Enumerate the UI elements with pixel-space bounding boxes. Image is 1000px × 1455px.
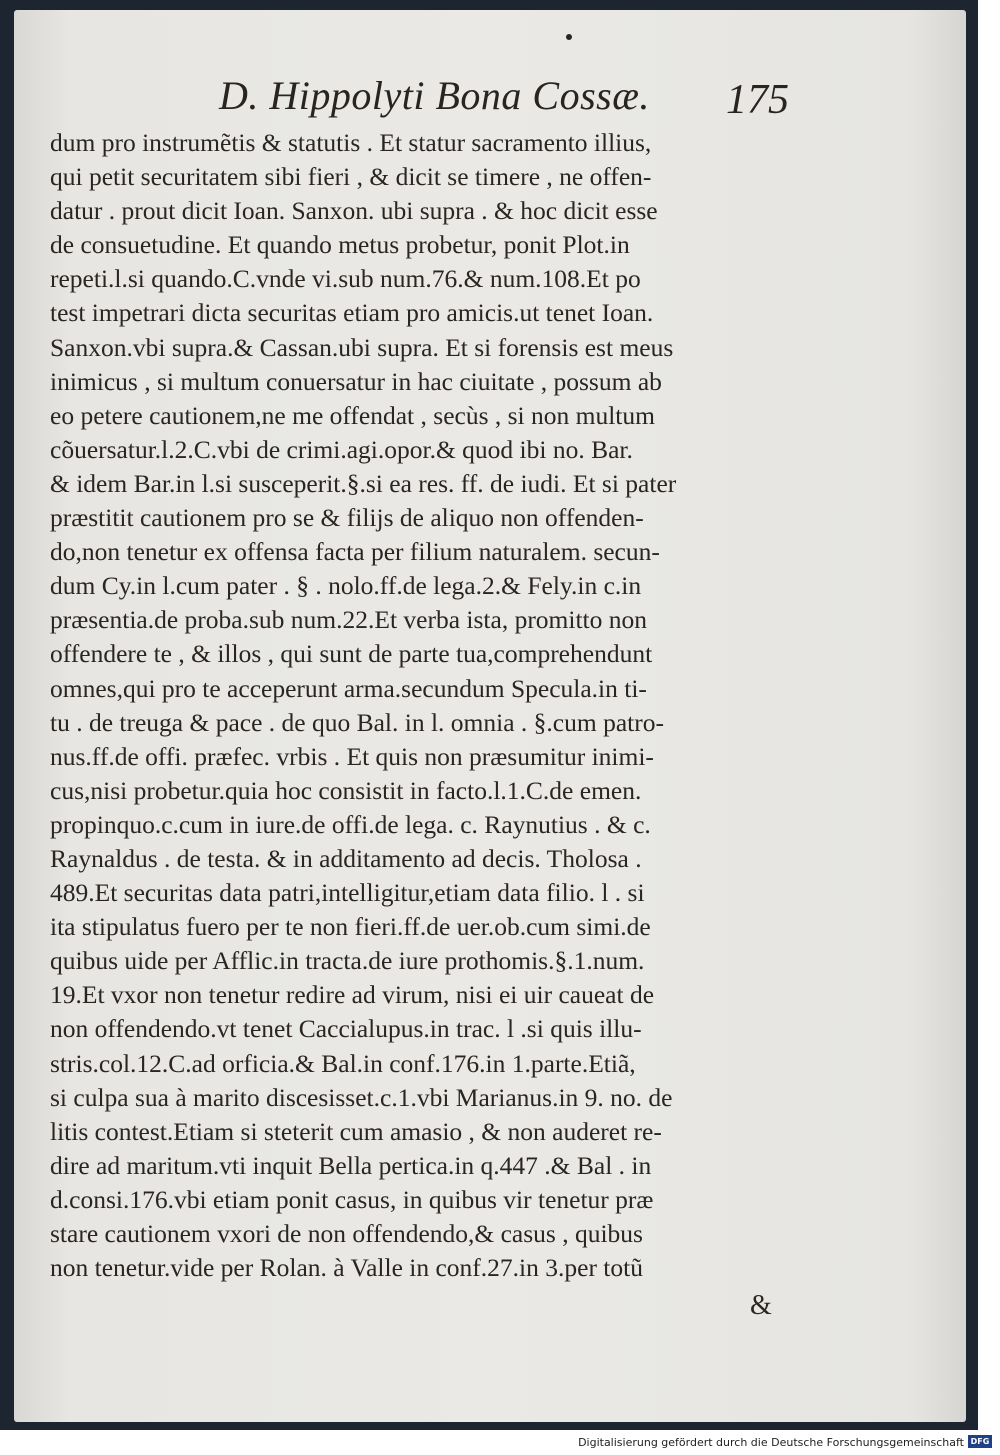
text-line: repeti.l.si quando.C.vnde vi.sub num.76.& num.108.Et po (50, 264, 641, 294)
text-line: præsentia.de proba.sub num.22.Et verba ista, promitto non (50, 605, 648, 635)
text-line: tu . de treuga & pace . de quo Bal. in l. omnia . §.cum patro- (50, 707, 664, 737)
text-line: propinquo.c.cum in iure.de offi.de lega. c. Raynutius . & c. (50, 809, 651, 839)
text-line: dum Cy.in l.cum pater . § . nolo.ff.de lega.2.& Fely.in c.in (50, 571, 642, 601)
body-text (50, 126, 820, 1285)
text-line: litis contest.Etiam si steterit cum amasio , & non auderet re- (50, 1116, 662, 1146)
text-line: ita stipulatus fuero per te non fieri.ff.de uer.ob.cum simi.de (50, 912, 651, 942)
text-line: test impetrari dicta securitas etiam pro amicis.ut tenet Ioan. (50, 298, 654, 328)
text-line: non offendendo.vt tenet Caccialupus.in trac. l .si quis illu- (50, 1014, 642, 1044)
catchword: & (750, 1290, 772, 1321)
text-line: 19.Et vxor non tenetur redire ad virum, nisi ei uir caueat de (50, 980, 655, 1010)
page-number: 175 (726, 77, 789, 123)
text-line: dire ad maritum.vti inquit Bella pertica.in q.447 .& Bal . in (50, 1150, 652, 1180)
ink-mark (566, 34, 572, 40)
text-line: do,non tenetur ex offensa facta per filium naturalem. secun- (50, 537, 660, 567)
book-page (14, 10, 966, 1422)
text-line: eo petere cautionem,ne me offendat , secùs , si non multum (50, 400, 655, 430)
text-line: inimicus , si multum conuersatur in hac ciuitate , possum ab (50, 366, 662, 396)
text-line: cus,nisi probetur.quia hoc consistit in facto.l.1.C.de emen. (50, 775, 642, 805)
text-line: non tenetur.vide per Rolan. à Valle in conf.27.in 3.per totũ (50, 1253, 643, 1283)
text-line: nus.ff.de offi. præfec. vrbis . Et quis non præsumitur inimi- (50, 741, 654, 771)
text-line: dum pro instrumẽtis & statutis . Et statur sacramento illius, (50, 128, 652, 157)
text-line: qui petit securitatem sibi fieri , & dicit se timere , ne offen- (50, 162, 652, 192)
running-head: D. Hippolyti Bona Cossæ. (219, 73, 650, 118)
text-line: 489.Et securitas data patri,intelligitur,etiam data filio. l . si (50, 878, 645, 908)
text-line: stris.col.12.C.ad orficia.& Bal.in conf.176.in 1.parte.Etiã, (50, 1048, 636, 1078)
text-line: d.consi.176.vbi etiam ponit casus, in quibus vir tenetur præ (50, 1184, 654, 1214)
text-line: Sanxon.vbi supra.& Cassan.ubi supra. Et si forensis est meus (50, 332, 674, 362)
text-line: quibus uide per Afflic.in tracta.de iure prothomis.§.1.num. (50, 946, 645, 976)
text-line: & idem Bar.in l.si susceperit.§.si ea res. ff. de iudi. Et si pater (50, 468, 677, 498)
text-line: cõuersatur.l.2.C.vbi de crimi.agi.opor.& quod ibi no. Bar. (50, 434, 633, 464)
text-line: omnes,qui pro te acceperunt arma.secundum Specula.in ti- (50, 673, 647, 703)
text-line: Raynaldus . de testa. & in additamento ad decis. Tholosa . (50, 843, 642, 873)
text-line: si culpa sua à marito discesisset.c.1.vbi Marianus.in 9. no. de (50, 1082, 673, 1112)
text-line: datur . prout dicit Ioan. Sanxon. ubi supra . & hoc dicit esse (50, 196, 658, 226)
dfg-logo: DFG (968, 1435, 992, 1448)
text-line: de consuetudine. Et quando metus probetur, ponit Plot.in (50, 230, 630, 260)
text-line: præstitit cautionem pro se & filijs de aliquo non offenden- (50, 503, 644, 533)
text-line: stare cautionem vxori de non offendendo,& casus , quibus (50, 1219, 643, 1248)
digitization-credit: Digitalisierung gefördert durch die Deutsche Forschungsgemeinschaft (578, 1436, 964, 1449)
text-line: offendere te , & illos , qui sunt de parte tua,comprehendunt (50, 639, 653, 669)
